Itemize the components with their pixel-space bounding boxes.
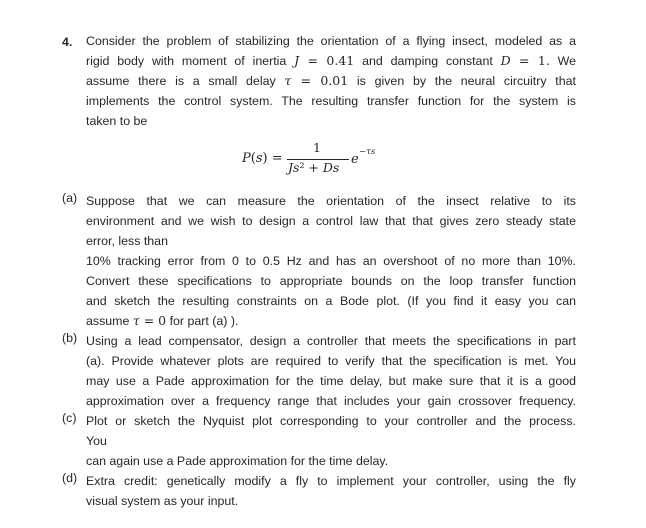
part-a-line-7: assume τ = 0 for part (a) ).: [86, 313, 239, 328]
part-b-line-1: Using a lead compensator, design a controller that meets the specifications in part: [86, 334, 576, 348]
part-c-text: [86, 411, 576, 471]
part-b-line-2: (a). Provide whatever plots are required to verify that the specification is met. You: [86, 354, 576, 368]
part-c-line-3: can again use a Pade approximation for the time delay.: [86, 454, 389, 468]
formula-exp-base: e: [351, 152, 359, 167]
part-d-line-1: Extra credit: genetically modify a fly to implement your controller, using the fly: [86, 474, 576, 488]
question-number: 4.: [62, 35, 73, 49]
transfer-function-formula: [0, 140, 646, 180]
part-b-line-4: approximation over a frequency range that includes your gain crossover frequency.: [86, 394, 576, 408]
part-a-line-4: 10% tracking error from 0 to 0.5 Hz and has an overshoot of no more than 10%.: [86, 254, 576, 268]
part-d-text: [86, 471, 576, 511]
part-c-line-2: You: [86, 434, 107, 448]
intro-line-4: implements the control system. The resulting transfer function for the system is: [86, 94, 576, 108]
part-c-label: (c): [62, 411, 77, 425]
part-a-line-5: Convert these specifications to appropriate bounds on the loop transfer function: [86, 274, 576, 288]
part-a-text: [86, 191, 576, 331]
formula-denominator: Js² + Ds: [288, 160, 340, 175]
part-d-label: (d): [62, 471, 78, 485]
part-a-line-1: Suppose that we can measure the orientation of the insect relative to its: [86, 194, 576, 208]
part-b-text: [86, 331, 576, 411]
intro-line-3: assume there is a small delay τ = 0.01 is given by the neural circuitry that: [86, 73, 576, 88]
part-a-line-2: environment and we wish to design a control law that that gives zero steady state: [86, 214, 576, 228]
formula-lhs: P(s) =: [242, 151, 283, 166]
part-c-line-1: Plot or sketch the Nyquist plot corresponding to your controller and the process.: [86, 414, 576, 428]
part-a-line-3: error, less than: [86, 234, 168, 248]
intro-line-2: rigid body with moment of inertia J = 0.41 and damping constant D = 1. We: [86, 53, 576, 68]
intro-paragraph: [86, 31, 576, 131]
part-b-line-3: may use a Pade approximation for the time delay, but make sure that it is a good: [86, 374, 576, 388]
intro-line-1: Consider the problem of stabilizing the orientation of a flying insect, modeled as a: [86, 34, 576, 48]
part-a-label: (a): [62, 191, 78, 205]
intro-line-5: taken to be: [86, 114, 148, 128]
part-b-label: (b): [62, 331, 78, 345]
formula-exp-power: −τs: [359, 147, 376, 157]
formula-numerator: 1: [313, 140, 321, 155]
part-a-line-6: and sketch the resulting constraints on a Bode plot. (If you find it easy you can: [86, 294, 576, 308]
part-d-line-2: visual system as your input.: [86, 494, 239, 508]
